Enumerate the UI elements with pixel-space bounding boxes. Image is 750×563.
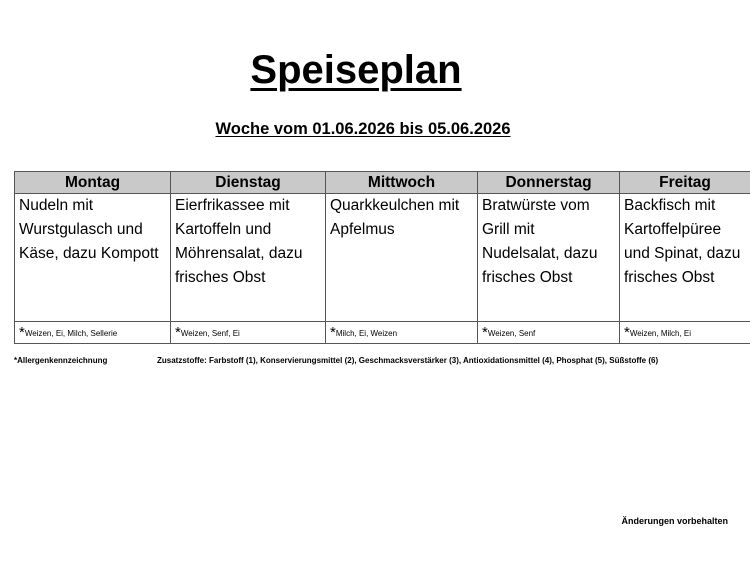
allergens-monday — [15, 322, 171, 344]
week-range — [0, 118, 726, 140]
allergens-friday-text: Weizen, Milch, Ei — [629, 329, 692, 338]
allergens-tuesday-text: Weizen, Senf, Ei — [180, 329, 240, 338]
allergens-wednesday — [326, 322, 478, 344]
day-header-friday: Freitag — [620, 172, 750, 194]
allergen-row — [15, 322, 750, 344]
allergens-thursday — [478, 322, 620, 344]
day-header-tuesday: Dienstag — [171, 172, 326, 194]
meal-friday: Backfisch mit Kartoffelpüree und Spinat, dazu frisches Obst — [620, 194, 750, 322]
additives-legend: Zusatzstoffe: Farbstoff (1), Konservierungsmittel (2), Geschmacksverstärker (3), Antioxidationsmittel (4), Phosphat (5), Süßstoffe (6) — [157, 356, 659, 365]
day-header-thursday: Donnerstag — [478, 172, 620, 194]
allergens-tuesday — [171, 322, 326, 344]
allergens-thursday-text: Weizen, Senf — [487, 329, 536, 338]
meal-monday: Nudeln mit Wurstgulasch und Käse, dazu Kompott — [15, 194, 171, 322]
allergen-legend-label: *Allergenkennzeichnung — [14, 356, 108, 365]
allergen-marker: * — [330, 324, 336, 341]
allergens-wednesday-text: Milch, Ei, Weizen — [335, 329, 398, 338]
meal-thursday: Bratwürste vom Grill mit Nudelsalat, dazu frisches Obst — [478, 194, 620, 322]
day-header-wednesday: Mittwoch — [326, 172, 478, 194]
allergen-marker: * — [175, 324, 181, 341]
page-title-text: Speiseplan — [250, 48, 462, 92]
footer-note: Änderungen vorbehalten — [621, 516, 728, 526]
meal-wednesday: Quarkkeulchen mit Apfelmus — [326, 194, 478, 322]
page-title — [0, 44, 712, 96]
week-range-text: Woche vom 01.06.2026 bis 05.06.2026 — [215, 120, 511, 138]
allergen-marker: * — [624, 324, 630, 341]
menu-table — [14, 171, 750, 344]
allergens-friday — [620, 322, 750, 344]
day-header-monday: Montag — [15, 172, 171, 194]
allergens-monday-text: Weizen, Ei, Milch, Sellerie — [24, 329, 118, 338]
day-header-row — [15, 172, 750, 194]
meal-tuesday: Eierfrikassee mit Kartoffeln und Möhrensalat, dazu frisches Obst — [171, 194, 326, 322]
meal-row — [15, 194, 750, 322]
allergen-marker: * — [19, 324, 25, 341]
allergen-marker: * — [482, 324, 488, 341]
